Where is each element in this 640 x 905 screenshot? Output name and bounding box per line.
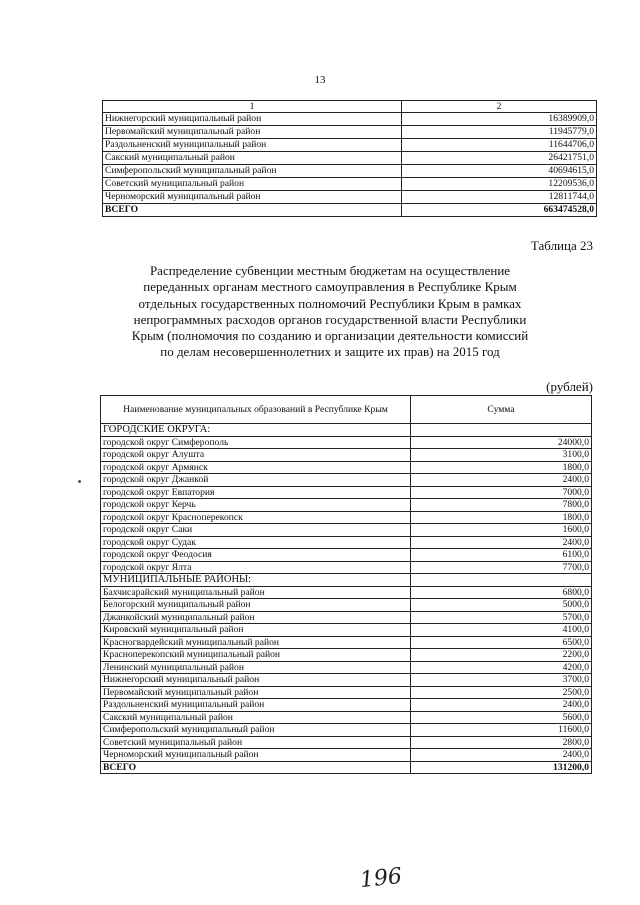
row-value: 6800,0	[411, 586, 592, 599]
total-row	[101, 761, 592, 774]
row-name: ВСЕГО	[101, 761, 411, 774]
table-title	[110, 263, 550, 361]
row-value: 12209536,0	[402, 178, 597, 191]
table-row	[101, 636, 592, 649]
row-name: Красноперекопский муниципальный район	[101, 649, 411, 662]
table-row	[103, 152, 597, 165]
total-row	[103, 204, 597, 217]
table-row	[101, 511, 592, 524]
table-row	[101, 674, 592, 687]
table-row	[101, 724, 592, 737]
table-row	[101, 474, 592, 487]
row-value: 2400,0	[411, 699, 592, 712]
title-line: Крым (полномочия по созданию и организации деятельности комиссий	[131, 328, 529, 344]
row-value: 5600,0	[411, 711, 592, 724]
row-value: 2200,0	[411, 649, 592, 662]
row-name: Симферопольский муниципальный район	[101, 724, 411, 737]
previous-table-continuation	[102, 100, 597, 217]
title-line: по делам несовершеннолетних и защите их прав) на 2015 год	[160, 344, 500, 360]
row-value: 3100,0	[411, 449, 592, 462]
units-label: (рублей)	[546, 379, 593, 394]
row-value: 16389909,0	[402, 113, 597, 126]
table-row	[101, 686, 592, 699]
table-row	[101, 749, 592, 762]
section-label: ГОРОДСКИЕ ОКРУГА:	[101, 424, 411, 437]
row-name: Первомайский муниципальный район	[101, 686, 411, 699]
row-name: городской округ Феодосия	[101, 549, 411, 562]
row-name: городской округ Армянск	[101, 461, 411, 474]
row-name: Белогорский муниципальный район	[101, 599, 411, 612]
row-name: Ленинский муниципальный район	[101, 661, 411, 674]
row-name: городской округ Алушта	[101, 449, 411, 462]
section-row	[101, 424, 592, 437]
row-name: Раздольненский муниципальный район	[103, 139, 402, 152]
row-name: Черноморский муниципальный район	[101, 749, 411, 762]
row-name: городской округ Симферополь	[101, 436, 411, 449]
row-name: городской округ Саки	[101, 524, 411, 537]
row-value: 6500,0	[411, 636, 592, 649]
table-row	[101, 486, 592, 499]
column-number-1: 1	[103, 101, 402, 113]
table-row	[101, 624, 592, 637]
row-name: городской округ Судак	[101, 536, 411, 549]
row-name: Раздольненский муниципальный район	[101, 699, 411, 712]
row-value: 12811744,0	[402, 191, 597, 204]
row-name: Нижнегорский муниципальный район	[103, 113, 402, 126]
column-number-row	[103, 101, 597, 113]
page-number: 13	[314, 74, 326, 86]
row-name: Сакский муниципальный район	[103, 152, 402, 165]
title-line: отдельных государственных полномочий Республики Крым в рамках	[138, 295, 522, 311]
table-row	[101, 436, 592, 449]
table-row	[101, 536, 592, 549]
row-value: 4100,0	[411, 624, 592, 637]
row-value: 131200,0	[411, 761, 592, 774]
row-value: 2400,0	[411, 474, 592, 487]
table-row	[103, 113, 597, 126]
section-row	[101, 574, 592, 587]
row-name: Симферопольский муниципальный район	[103, 165, 402, 178]
row-value: 6100,0	[411, 549, 592, 562]
table-row	[101, 499, 592, 512]
table-row	[101, 561, 592, 574]
row-value: 11945779,0	[402, 126, 597, 139]
header-municipality: Наименование муниципальных образований в Республике Крым	[101, 396, 411, 424]
title-line: непрограммных расходов органов государственной власти Республики	[133, 311, 527, 327]
row-name: Советский муниципальный район	[103, 178, 402, 191]
table-row	[101, 524, 592, 537]
table-row	[101, 449, 592, 462]
table-row	[101, 661, 592, 674]
row-value: 7000,0	[411, 486, 592, 499]
row-value: 7800,0	[411, 499, 592, 512]
table-row	[101, 649, 592, 662]
table-row	[103, 139, 597, 152]
row-value	[411, 574, 592, 587]
table-row	[101, 549, 592, 562]
row-value: 40694615,0	[402, 165, 597, 178]
row-value: 2400,0	[411, 536, 592, 549]
row-value: 1600,0	[411, 524, 592, 537]
row-name: городской округ Керчь	[101, 499, 411, 512]
row-name: Советский муниципальный район	[101, 736, 411, 749]
margin-dot	[78, 480, 81, 483]
row-name: Красногвардейский муниципальный район	[101, 636, 411, 649]
row-name: городской округ Ялта	[101, 561, 411, 574]
column-number-2: 2	[402, 101, 597, 113]
row-name: городской округ Евпатория	[101, 486, 411, 499]
table-row	[101, 736, 592, 749]
row-value: 2500,0	[411, 686, 592, 699]
table-row	[101, 586, 592, 599]
row-value: 7700,0	[411, 561, 592, 574]
row-name: Кировский муниципальный район	[101, 624, 411, 637]
table-row	[101, 611, 592, 624]
row-name: городской округ Джанкой	[101, 474, 411, 487]
row-value: 24000,0	[411, 436, 592, 449]
handwritten-page-number: 196	[358, 863, 404, 894]
table-row	[103, 191, 597, 204]
row-value: 26421751,0	[402, 152, 597, 165]
row-name: Сакский муниципальный район	[101, 711, 411, 724]
row-name: Бахчисарайский муниципальный район	[101, 586, 411, 599]
table-row	[101, 461, 592, 474]
title-line: Распределение субвенции местным бюджетам на осуществление	[149, 263, 511, 278]
row-value: 3700,0	[411, 674, 592, 687]
row-value: 1800,0	[411, 511, 592, 524]
row-value: 5000,0	[411, 599, 592, 612]
table-row	[103, 126, 597, 139]
row-name: Нижнегорский муниципальный район	[101, 674, 411, 687]
row-name: Черноморский муниципальный район	[103, 191, 402, 204]
title-line: переданных органам местного самоуправления в Республике Крым	[143, 279, 517, 295]
table-row	[101, 711, 592, 724]
row-value: 2800,0	[411, 736, 592, 749]
row-name: Первомайский муниципальный район	[103, 126, 402, 139]
table-number: Таблица 23	[530, 238, 593, 253]
subvention-table	[100, 395, 592, 774]
table-row	[103, 165, 597, 178]
table-row	[103, 178, 597, 191]
row-value: 1800,0	[411, 461, 592, 474]
table-header-row	[101, 396, 592, 424]
header-sum: Сумма	[411, 396, 592, 424]
row-value: 2400,0	[411, 749, 592, 762]
section-label: МУНИЦИПАЛЬНЫЕ РАЙОНЫ:	[101, 574, 411, 587]
row-value: 5700,0	[411, 611, 592, 624]
row-value	[411, 424, 592, 437]
row-value: 11600,0	[411, 724, 592, 737]
row-value: 4200,0	[411, 661, 592, 674]
table-row	[101, 599, 592, 612]
table-row	[101, 699, 592, 712]
row-name: Джанкойский муниципальный район	[101, 611, 411, 624]
row-name: городской округ Красноперекопск	[101, 511, 411, 524]
row-value: 11644706,0	[402, 139, 597, 152]
row-name: ВСЕГО	[103, 204, 402, 217]
row-value: 663474528,0	[402, 204, 597, 217]
